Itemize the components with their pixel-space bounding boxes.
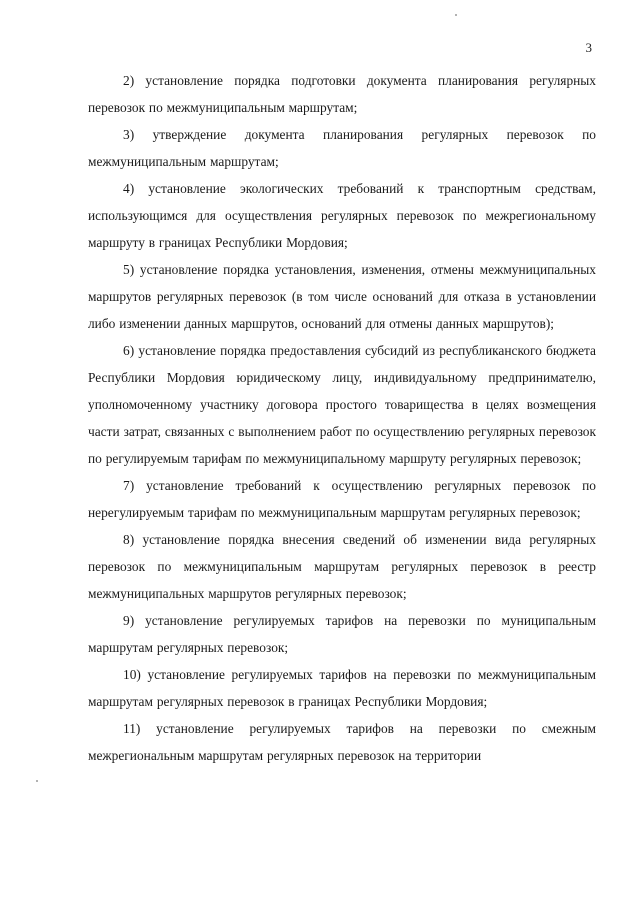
- scan-speck: [455, 14, 457, 16]
- list-item-3: 3) утверждение документа планирования регулярных перевозок по межмуниципальным маршрутам;: [88, 127, 596, 169]
- list-item-8: 8) установление порядка внесения сведений об изменении вида регулярных перевозок по межмуниципальным маршрутам регулярных перевозок в реестр межмуниципальных маршрутов регулярных перевозок;: [88, 532, 596, 601]
- page-number: 3: [585, 40, 592, 55]
- list-item-10: 10) установление регулируемых тарифов на перевозки по межмуниципальным маршрутам регулярных перевозок в границах Республики Мордовия;: [88, 667, 596, 709]
- list-item-6: 6) установление порядка предоставления субсидий из республиканского бюджета Республики Мордовия юридическому лицу, индивидуальному предпринимателю, уполномоченному участнику договора простого товарищества в целях возмещения части затрат, связанных с выполнением работ по осуществлению регулярных перевозок по регулируемым тарифам по межмуниципальному маршруту регулярных перевозок;: [88, 343, 596, 466]
- list-item-4: 4) установление экологических требований к транспортным средствам, использующимся для осуществления регулярных перевозок по межрегиональному маршруту в границах Республики Мордовия;: [88, 181, 596, 250]
- list-item-2: 2) установление порядка подготовки документа планирования регулярных перевозок по межмуниципальным маршрутам;: [88, 73, 596, 115]
- list-item-9: 9) установление регулируемых тарифов на перевозки по муниципальным маршрутам регулярных перевозок;: [88, 613, 596, 655]
- list-item-7: 7) установление требований к осуществлению регулярных перевозок по нерегулируемым тарифам по межмуниципальным маршрутам регулярных перевозок;: [88, 478, 596, 520]
- list-item-11: 11) установление регулируемых тарифов на перевозки по смежным межрегиональным маршрутам регулярных перевозок на территории: [88, 721, 596, 763]
- scan-speck: [36, 780, 38, 782]
- document-body: [88, 67, 596, 769]
- list-item-5: 5) установление порядка установления, изменения, отмены межмуниципальных маршрутов регулярных перевозок (в том числе оснований для отказа в установлении либо изменении данных маршрутов, оснований для отмены данных маршрутов);: [88, 262, 596, 331]
